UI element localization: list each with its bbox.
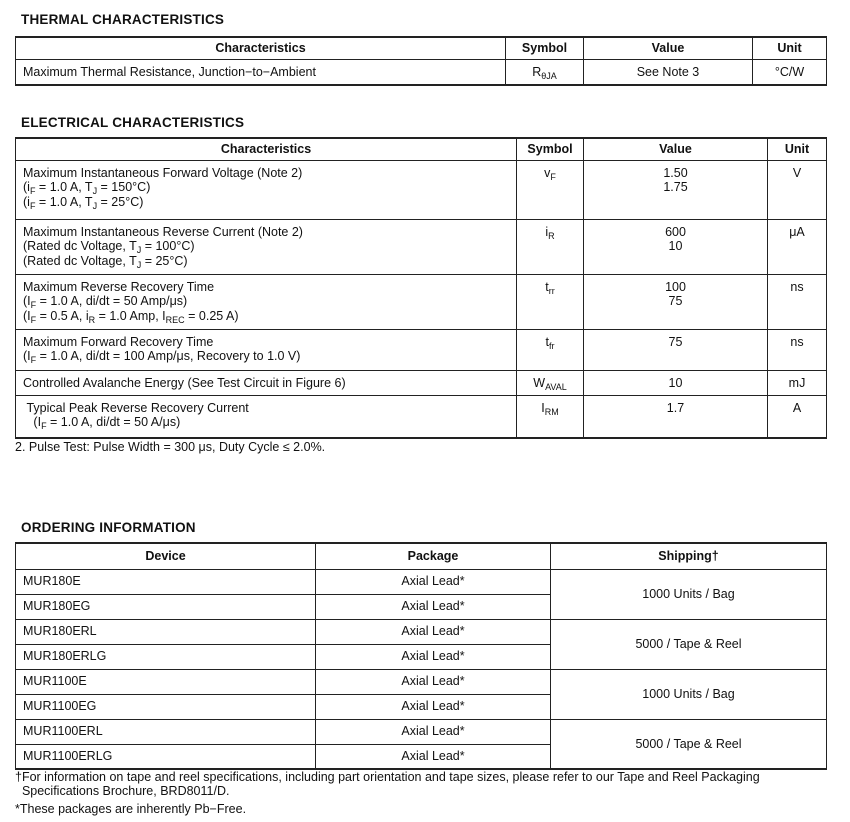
text-line xyxy=(23,239,509,254)
text-line xyxy=(591,65,745,80)
unit-cell xyxy=(768,395,827,438)
val-cell xyxy=(584,274,768,329)
package-cell: Axial Lead* xyxy=(316,719,551,744)
text: = 1.0 A, di/dt = 50 A/μs) xyxy=(46,415,181,429)
text-line xyxy=(23,280,509,295)
text: (I xyxy=(23,415,42,429)
text-line xyxy=(23,195,509,210)
text-line xyxy=(23,401,509,416)
text-line xyxy=(23,376,509,391)
text-line xyxy=(775,166,819,181)
text: = 25°C) xyxy=(97,194,144,209)
text-line xyxy=(591,280,760,295)
subscript: R xyxy=(548,230,555,241)
text-line xyxy=(591,335,760,350)
text: = 1.0 A, di/dt = 50 Amp/μs) xyxy=(36,294,188,308)
text-line xyxy=(23,254,509,269)
text-line xyxy=(23,335,509,350)
char-cell xyxy=(16,370,517,395)
subscript: J xyxy=(136,259,142,270)
package-cell: Axial Lead* xyxy=(316,569,551,594)
text: ns xyxy=(790,279,804,294)
text-line xyxy=(23,166,509,181)
text-line xyxy=(760,65,819,80)
text: 75 xyxy=(668,294,683,308)
text: 10 xyxy=(668,239,683,253)
subscript: J xyxy=(136,245,142,255)
shipping-cell: 5000 / Tape & Reel xyxy=(551,619,827,669)
device-cell: MUR1100ERLG xyxy=(16,744,316,769)
sym-cell xyxy=(506,59,584,85)
shipping-cell: 1000 Units / Bag xyxy=(551,569,827,619)
text-line xyxy=(591,166,760,181)
column-header: Characteristics xyxy=(16,138,517,160)
unit-cell xyxy=(768,370,827,395)
text-line xyxy=(23,65,498,80)
column-header: Unit xyxy=(768,138,827,160)
text-line xyxy=(775,335,819,350)
table-row xyxy=(16,669,827,694)
subscript: F xyxy=(41,421,47,431)
sym-cell xyxy=(517,370,584,395)
text: A xyxy=(792,400,802,415)
text-line xyxy=(775,280,819,295)
text: 1.50 xyxy=(663,165,688,180)
text: = 1.0 A, T xyxy=(35,194,93,209)
subscript: R xyxy=(88,314,96,325)
pulse-test-note: 2. Pulse Test: Pulse Width = 300 μs, Duty Cycle ≤ 2.0%. xyxy=(15,440,326,454)
text: Maximum Thermal Resistance, Junction−to−Ambient xyxy=(23,64,316,79)
subscript: fr xyxy=(548,340,555,351)
package-cell: Axial Lead* xyxy=(316,594,551,619)
subscript: F xyxy=(30,355,37,365)
text-line xyxy=(524,376,576,391)
text-line xyxy=(513,65,576,80)
column-header: Value xyxy=(584,138,768,160)
text-line xyxy=(591,180,760,195)
text-line xyxy=(591,401,760,416)
column-header: Device xyxy=(16,543,316,569)
val-cell xyxy=(584,370,768,395)
device-cell: MUR180ERL xyxy=(16,619,316,644)
subscript: rr xyxy=(548,285,555,296)
text: (Rated dc Voltage, T xyxy=(23,239,137,253)
subscript: F xyxy=(29,200,36,211)
subscript: F xyxy=(550,171,556,182)
footnote-tape-reel xyxy=(15,770,760,798)
sym-cell xyxy=(517,219,584,274)
val-cell xyxy=(584,160,768,219)
text: = 1.0 Amp, I xyxy=(95,308,166,323)
subscript: AVAL xyxy=(545,381,567,392)
text: (i xyxy=(23,194,30,209)
electrical-table xyxy=(15,137,827,439)
table-row xyxy=(16,329,827,370)
char-cell xyxy=(16,160,517,219)
subscript: F xyxy=(30,314,37,325)
text: V xyxy=(792,165,802,180)
text: (i xyxy=(23,180,30,194)
text: Maximum Instantaneous Forward Voltage (Note 2) xyxy=(23,165,303,180)
ordering-title: ORDERING INFORMATION xyxy=(21,520,196,535)
text-line xyxy=(524,401,576,416)
text-line xyxy=(591,239,760,254)
char-cell xyxy=(16,274,517,329)
text-line xyxy=(775,376,819,391)
val-cell xyxy=(584,59,753,85)
device-cell: MUR180ERLG xyxy=(16,644,316,669)
package-cell: Axial Lead* xyxy=(316,669,551,694)
text: = 1.0 A, di/dt = 100 Amp/μs, Recovery to 1.0 V) xyxy=(36,349,301,363)
column-header: Shipping† xyxy=(551,543,827,569)
text: Maximum Reverse Recovery Time xyxy=(23,279,215,294)
text: 1.75 xyxy=(663,180,688,194)
text: Maximum Instantaneous Reverse Current (Note 2) xyxy=(23,224,303,239)
device-cell: MUR1100ERL xyxy=(16,719,316,744)
table-row xyxy=(16,219,827,274)
char-cell xyxy=(16,329,517,370)
text: Maximum Forward Recovery Time xyxy=(23,334,214,349)
electrical-title: ELECTRICAL CHARACTERISTICS xyxy=(21,115,245,130)
text-line xyxy=(591,294,760,309)
subscript: J xyxy=(92,200,98,211)
subscript: θJA xyxy=(541,70,557,81)
text: = 0.5 A, i xyxy=(36,308,89,323)
text: (I xyxy=(23,294,31,308)
text: W xyxy=(533,375,546,390)
unit-cell xyxy=(768,274,827,329)
header-row xyxy=(16,543,827,569)
text-line xyxy=(23,180,509,195)
subscript: F xyxy=(30,300,37,310)
text-line xyxy=(524,166,576,181)
text: t xyxy=(545,279,549,294)
char-cell xyxy=(16,395,517,438)
text-line xyxy=(775,401,819,416)
text-line xyxy=(23,309,509,324)
text-line xyxy=(23,294,509,309)
text: 10 xyxy=(668,375,683,390)
text-line xyxy=(591,225,760,240)
device-cell: MUR1100EG xyxy=(16,694,316,719)
table-row xyxy=(16,619,827,644)
text: Typical Peak Reverse Recovery Current xyxy=(23,400,249,415)
sym-cell xyxy=(517,329,584,370)
text: See Note 3 xyxy=(636,64,700,79)
header-row xyxy=(16,138,827,160)
package-cell: Axial Lead* xyxy=(316,644,551,669)
column-header: Characteristics xyxy=(16,37,506,59)
text: ns xyxy=(790,334,804,349)
table-row xyxy=(16,569,827,594)
text-line xyxy=(524,280,576,295)
unit-cell xyxy=(768,329,827,370)
footnote-pb-free: *These packages are inherently Pb−Free. xyxy=(15,802,247,816)
text-line xyxy=(775,225,819,240)
text: (I xyxy=(23,349,31,363)
text: 1.7 xyxy=(666,400,685,415)
text-line xyxy=(23,415,509,430)
table-row xyxy=(16,160,827,219)
char-cell xyxy=(16,219,517,274)
text: 100 xyxy=(665,279,686,294)
text: i xyxy=(545,224,549,239)
shipping-cell: 5000 / Tape & Reel xyxy=(551,719,827,769)
subscript: F xyxy=(29,186,36,196)
text: = 0.25 A) xyxy=(184,308,239,323)
device-cell: MUR1100E xyxy=(16,669,316,694)
char-cell xyxy=(16,59,506,85)
text-line xyxy=(23,349,509,364)
unit-cell xyxy=(768,219,827,274)
column-header: Unit xyxy=(753,37,827,59)
package-cell: Axial Lead* xyxy=(316,694,551,719)
column-header: Package xyxy=(316,543,551,569)
package-cell: Axial Lead* xyxy=(316,619,551,644)
package-cell: Axial Lead* xyxy=(316,744,551,769)
text: v xyxy=(544,165,551,180)
val-cell xyxy=(584,329,768,370)
text-line xyxy=(23,225,509,240)
subscript: J xyxy=(92,186,98,196)
column-header: Symbol xyxy=(517,138,584,160)
thermal-table xyxy=(15,36,827,86)
val-cell xyxy=(584,219,768,274)
table-row xyxy=(16,370,827,395)
text: 75 xyxy=(668,334,683,349)
text: mJ xyxy=(788,375,806,390)
unit-cell xyxy=(753,59,827,85)
table-row xyxy=(16,59,827,85)
device-cell: MUR180E xyxy=(16,569,316,594)
footnote-line: †For information on tape and reel specifications, including part orientation and tape sizes, please refer to our Tape and Reel Packaging xyxy=(15,770,760,784)
header-row xyxy=(16,37,827,59)
text-line xyxy=(524,225,576,240)
text: = 1.0 A, T xyxy=(35,180,93,194)
device-cell: MUR180EG xyxy=(16,594,316,619)
text: = 25°C) xyxy=(141,253,188,268)
text: μA xyxy=(789,224,805,239)
text: R xyxy=(532,64,542,79)
ordering-table xyxy=(15,542,827,770)
unit-cell xyxy=(768,160,827,219)
sym-cell xyxy=(517,395,584,438)
column-header: Value xyxy=(584,37,753,59)
text: = 100°C) xyxy=(141,239,195,253)
subscript: RM xyxy=(544,406,559,417)
text: = 150°C) xyxy=(97,180,151,194)
text: °C/W xyxy=(774,64,805,79)
text: I xyxy=(541,400,545,415)
sym-cell xyxy=(517,274,584,329)
text: (I xyxy=(23,308,31,323)
table-row xyxy=(16,274,827,329)
text: (Rated dc Voltage, T xyxy=(23,253,137,268)
text: 600 xyxy=(665,224,686,239)
table-row xyxy=(16,719,827,744)
column-header: Symbol xyxy=(506,37,584,59)
footnote-line: Specifications Brochure, BRD8011/D. xyxy=(15,784,230,798)
text: t xyxy=(545,334,549,349)
table-row xyxy=(16,395,827,438)
sym-cell xyxy=(517,160,584,219)
shipping-cell: 1000 Units / Bag xyxy=(551,669,827,719)
thermal-title: THERMAL CHARACTERISTICS xyxy=(21,12,225,27)
text: Controlled Avalanche Energy (See Test Circuit in Figure 6) xyxy=(23,375,346,390)
subscript: REC xyxy=(165,314,185,325)
val-cell xyxy=(584,395,768,438)
text-line xyxy=(591,376,760,391)
text-line xyxy=(524,335,576,350)
